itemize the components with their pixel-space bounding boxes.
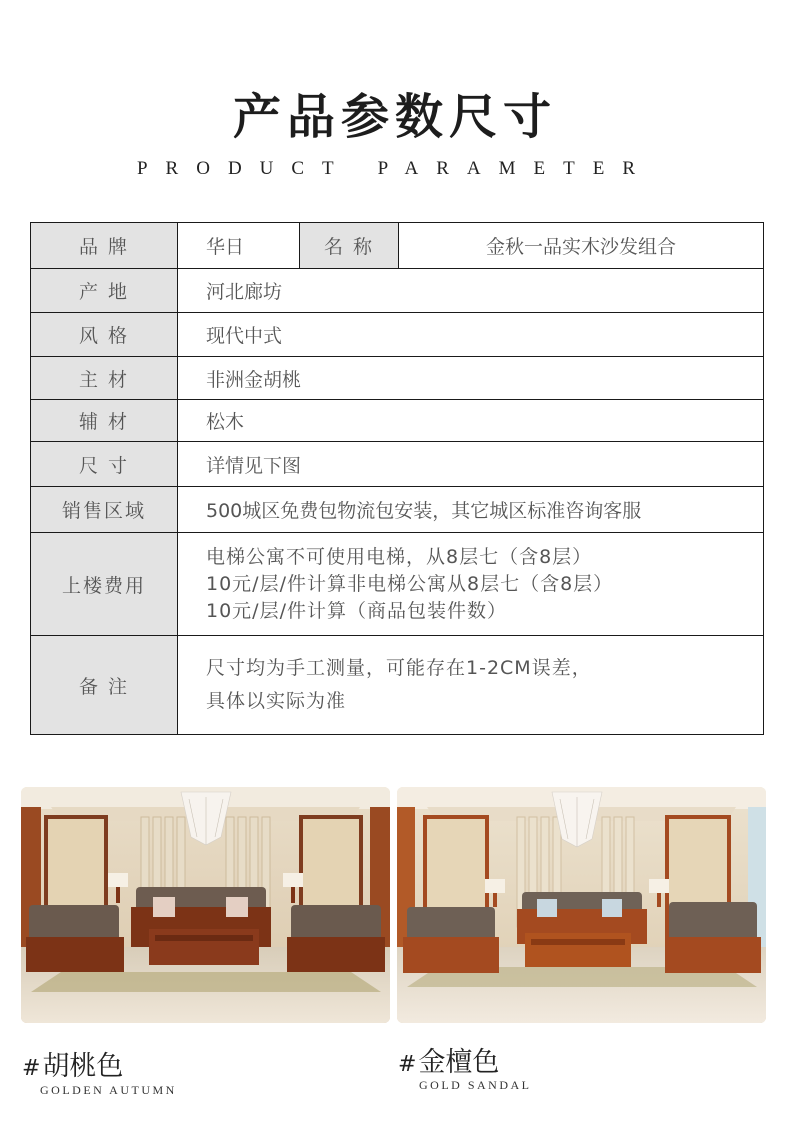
table-row-stairs [31,533,764,636]
table-row-notes [31,636,764,735]
origin-label: 产 地 [31,269,178,313]
table-row [31,357,764,400]
sales-area-label: 销售区域 [31,487,178,533]
walnut-caption [22,1044,123,1083]
table-row [31,313,764,357]
notes-label: 备 注 [31,636,178,735]
table-row [31,442,764,487]
aux-material-value: 松木 [178,400,764,442]
sales-area-value: 500城区免费包物流包安装，其它城区标准咨询客服 [178,487,764,533]
sandal-caption [398,1040,499,1079]
stairs-fee-label: 上楼费用 [31,533,178,636]
name-label: 名 称 [300,223,399,269]
size-value: 详情见下图 [178,442,764,487]
hash-icon: # [22,1056,41,1081]
sandal-sofa-photo [397,787,766,1023]
page-subtitle [0,158,790,180]
sandal-color-en: GOLD SANDAL [419,1078,532,1092]
notes-line: 具体以实际为准 [206,690,347,712]
notes-value [178,636,764,735]
table-row [31,269,764,313]
table-row-brand [31,223,764,269]
notes-line: 尺寸均为手工测量，可能存在1-2CM误差， [206,657,592,679]
aux-material-label: 辅 材 [31,400,178,442]
size-label: 尺 寸 [31,442,178,487]
brand-label: 品 牌 [31,223,178,269]
brand-value: 华日 [178,223,300,269]
walnut-color-name: 胡桃色 [42,1051,124,1082]
page-title: 产品参数尺寸 [232,89,557,145]
hash-icon: # [398,1052,417,1077]
table-row [31,487,764,533]
subtitle-word-product: PRODUCT [136,158,352,179]
stairs-fee-value [178,533,764,636]
stairs-fee-line: 10元/层/件计算（商品包装件数） [206,599,507,622]
main-material-label: 主 材 [31,357,178,400]
table-row [31,400,764,442]
walnut-sofa-photo [21,787,390,1023]
origin-value: 河北廊坊 [178,269,764,313]
name-value: 金秋一品实木沙发组合 [399,223,764,269]
main-material-value: 非洲金胡桃 [178,357,764,400]
parameter-table [30,222,764,735]
subtitle-word-parameter: PARAMETER [377,158,653,179]
style-label: 风 格 [31,313,178,357]
stairs-fee-line: 10元/层/件计算非电梯公寓从8层七（含8层） [206,572,614,595]
stairs-fee-line: 电梯公寓不可使用电梯，从8层七（含8层） [206,545,593,568]
sandal-color-name: 金檀色 [418,1047,500,1078]
walnut-color-en: GOLDEN AUTUMN [40,1083,177,1097]
style-value: 现代中式 [178,313,764,357]
